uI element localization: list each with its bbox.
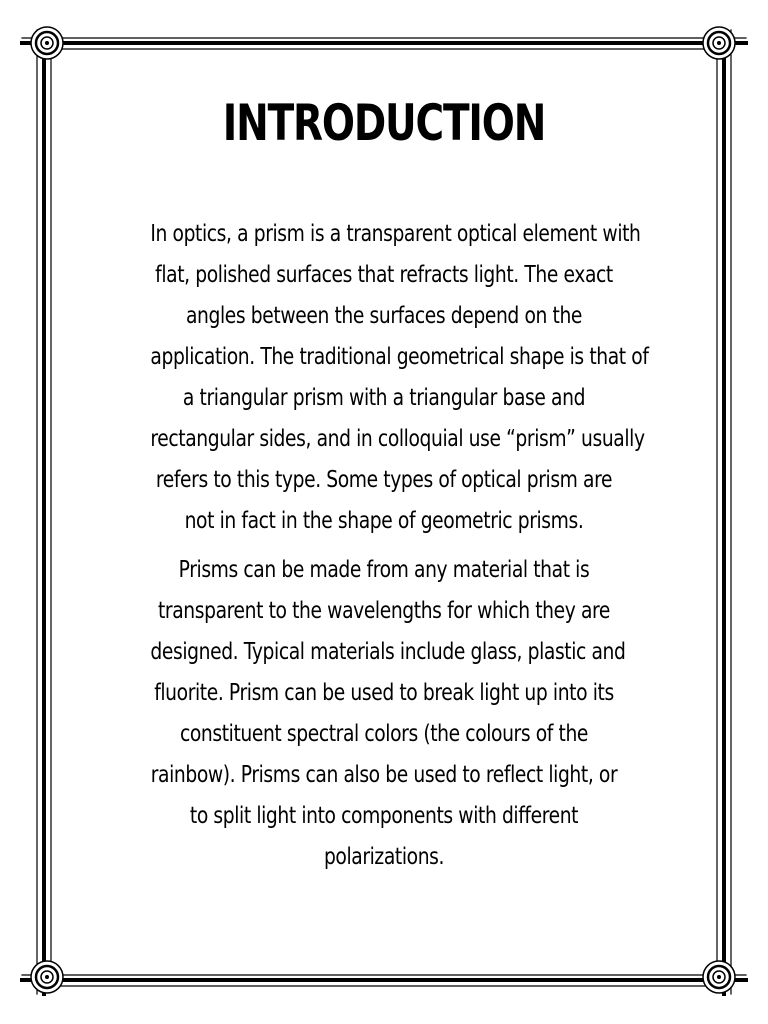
text-line: transparent to the wavelengths for which they are — [157, 596, 611, 624]
text-line: angles between the surfaces depend on the — [185, 301, 583, 329]
paragraph-materials — [92, 549, 676, 877]
text-line: not in fact in the shape of geometric prisms. — [184, 506, 584, 534]
text-line: In optics, a prism is a transparent optical element with — [150, 219, 641, 247]
body-text — [92, 213, 676, 877]
text-line: flat, polished surfaces that refracts light. The exact — [155, 260, 613, 288]
page-content — [92, 90, 676, 885]
corner-ornament-icon — [703, 961, 735, 993]
text-line: designed. Typical materials include glass, plastic and — [150, 637, 626, 665]
paragraph-intro — [92, 213, 676, 541]
page-title: INTRODUCTION — [222, 94, 546, 152]
text-line: to split light into components with different — [189, 801, 579, 829]
text-line: a triangular prism with a triangular base and — [182, 383, 586, 411]
corner-ornament-icon — [31, 27, 63, 59]
text-line: constituent spectral colors (the colours of the — [179, 719, 589, 747]
corner-ornament-icon — [31, 961, 63, 993]
text-line: rectangular sides, and in colloquial use “prism” usually — [150, 424, 645, 452]
text-line: fluorite. Prism can be used to break light up into its — [154, 678, 614, 706]
text-line: application. The traditional geometrical shape is that of — [150, 342, 649, 370]
text-line: Prisms can be made from any material that is — [178, 555, 590, 583]
text-line: rainbow). Prisms can also be used to reflect light, or — [150, 760, 618, 788]
text-line: polarizations. — [323, 842, 445, 870]
corner-ornament-icon — [703, 27, 735, 59]
text-line: refers to this type. Some types of optical prism are — [155, 465, 613, 493]
